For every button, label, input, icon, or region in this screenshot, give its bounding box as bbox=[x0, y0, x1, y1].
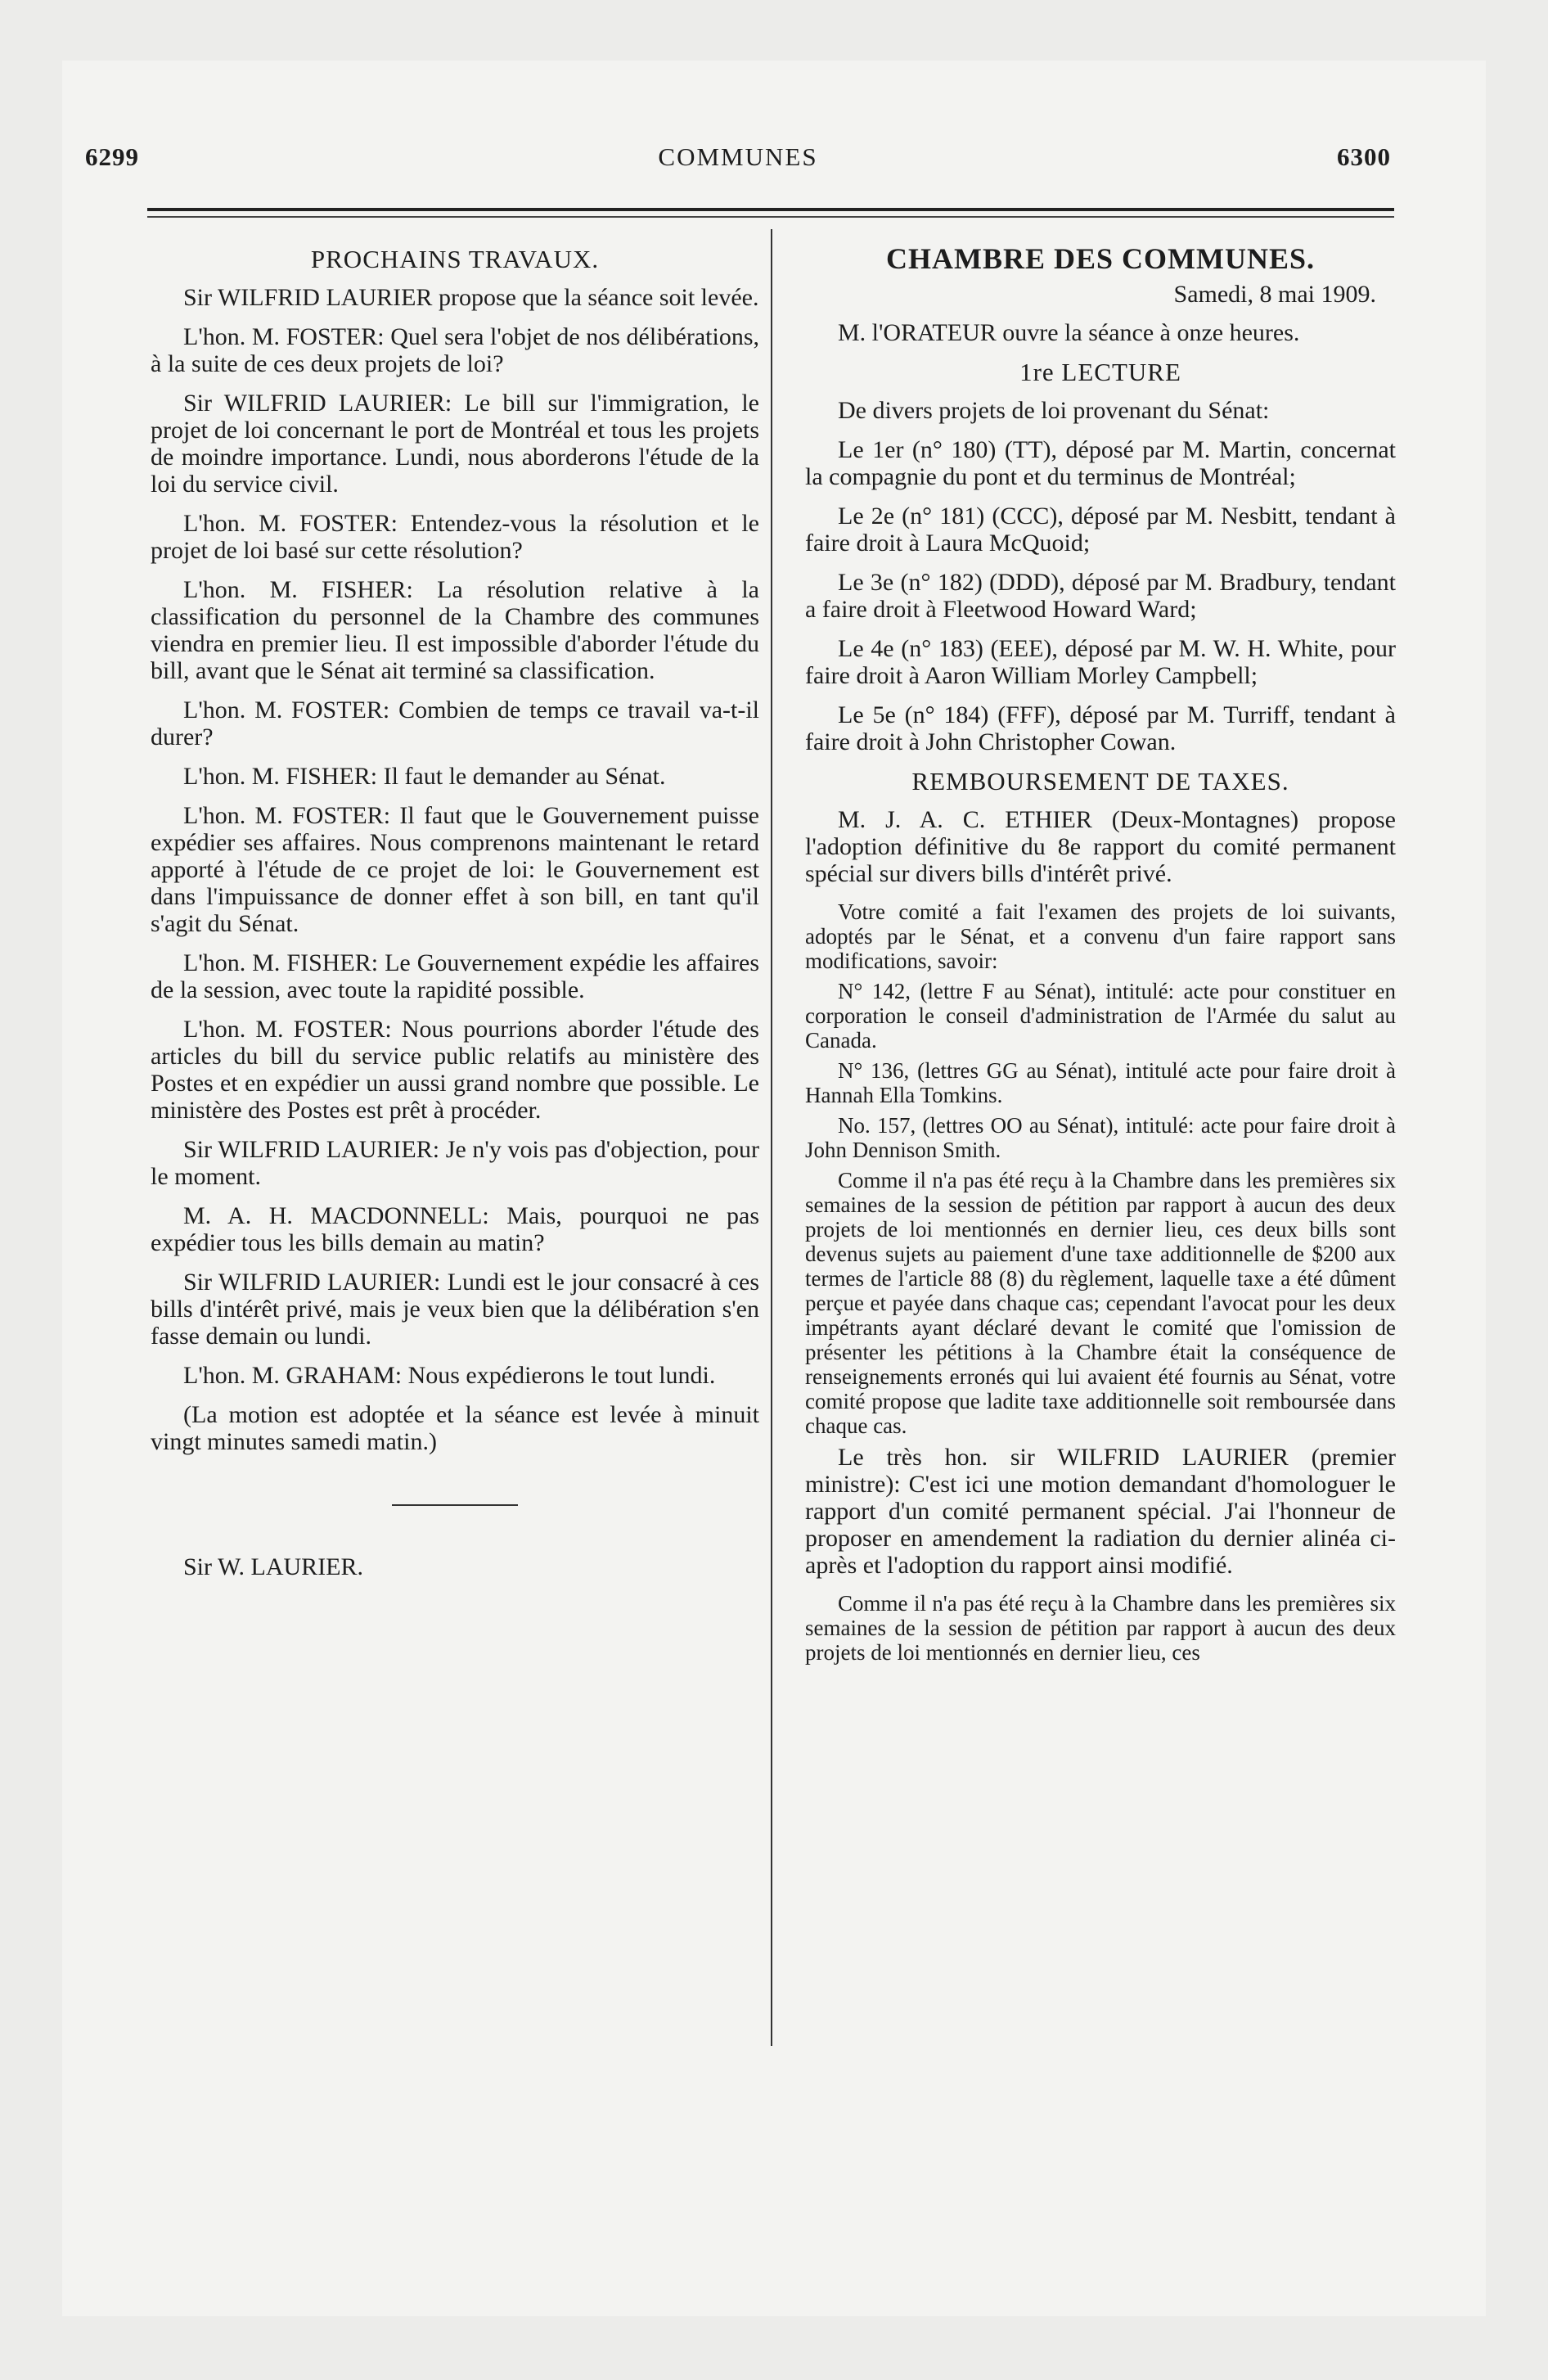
signature: Sir W. LAURIER. bbox=[183, 1553, 364, 1580]
speech-text: La résolution relative à la classification du personnel de la Chambre des communes viendra en premier lieu. Il est impossible d'aborder l'étude du bill, avant que le Sénat ait terminé sa classification. bbox=[151, 576, 759, 684]
debate-paragraph bbox=[151, 1362, 759, 1389]
column-divider bbox=[771, 229, 772, 2046]
speaker-name: Sir WILFRID LAURIER bbox=[183, 1269, 434, 1296]
laurier-amendment: Le très hon. sir WILFRID LAURIER (premier ministre): C'est ici une motion demandant d'homologuer le rapport d'un comité permanent spécial. J'ai l'honneur de proposer en amendement la radiation du dernier alinéa ci-après et l'adoption du rapport ainsi modifié. bbox=[805, 1444, 1396, 1579]
speaker-separator: : bbox=[377, 323, 391, 350]
debate-paragraph bbox=[151, 1401, 759, 1455]
debate-paragraph bbox=[151, 1202, 759, 1256]
page-number-right: 6300 bbox=[1337, 142, 1391, 171]
debate-paragraph bbox=[151, 390, 759, 498]
speech-text: Combien de temps ce travail va-t-il durer? bbox=[151, 696, 759, 751]
speaker-separator: : bbox=[394, 1362, 408, 1389]
bill-item: Le 3e (n° 182) (DDD), déposé par M. Bradbury, tendant a faire droit à Fleetwood Howard Ward; bbox=[805, 569, 1396, 623]
report-paragraph: N° 142, (lettre F au Sénat), intitulé: acte pour constituer en corporation le conseil d'administration de l'Armée du salut au Canada. bbox=[805, 979, 1396, 1053]
debate-paragraph bbox=[151, 763, 759, 790]
speaker-separator: : bbox=[371, 949, 385, 976]
speaker-name: L'hon. M. FOSTER bbox=[183, 802, 384, 829]
right-column bbox=[805, 242, 1396, 1670]
debate-paragraph bbox=[151, 1269, 759, 1350]
speaker-separator: : bbox=[406, 576, 438, 603]
speech-text: Nous expédierons le tout lundi. bbox=[407, 1362, 716, 1389]
debate-paragraph bbox=[151, 323, 759, 377]
bill-list bbox=[805, 436, 1396, 755]
speaker-name: Sir WILFRID LAURIER bbox=[183, 1136, 433, 1163]
report-paragraph: Comme il n'a pas été reçu à la Chambre dans les premières six semaines de la session de pétition par rapport à aucun des deux projets de loi mentionnés en dernier lieu, ces deux bills sont devenus sujets au paiement d'une taxe additionnelle de $200 aux termes de l'article 88 (8) du règlement, laquelle taxe a été dûment perçue et payée dans chaque cas; cependant l'avocat pour les deux impétrants ayant déclaré devant le comité que l'omission de présenter les pétitions à la Chambre était la conséquence de renseignements erronés qui lui avaient été fournis au Sénat, votre comité propose que ladite taxe additionnelle soit remboursée dans chaque cas. bbox=[805, 1168, 1396, 1438]
speech-text: (La motion est adoptée et la séance est levée à minuit vingt minutes samedi matin.) bbox=[151, 1401, 759, 1455]
debate-paragraph bbox=[151, 510, 759, 564]
debate-paragraph bbox=[151, 949, 759, 1003]
speech-text: Nous pourrions aborder l'étude des articles du bill du service public relatifs au ministère des Postes et en expédier un aussi grand nombre que possible. Le ministère des Postes est prêt à procéder. bbox=[151, 1016, 759, 1124]
chamber-title: CHAMBRE DES COMMUNES. bbox=[885, 242, 1315, 275]
speaker-name: Sir WILFRID LAURIER bbox=[183, 284, 433, 311]
speech-text: propose que la séance soit levée. bbox=[438, 284, 759, 311]
speaker-separator bbox=[432, 284, 439, 311]
section-heading-prochains-travaux: PROCHAINS TRAVAUX. bbox=[310, 245, 600, 273]
debate-paragraph bbox=[151, 1136, 759, 1190]
speech-text: Je n'y vois pas d'objection, pour le moment. bbox=[151, 1136, 759, 1190]
speaker-separator: : bbox=[382, 696, 399, 723]
section-heading-first-reading: 1re LECTURE bbox=[1019, 358, 1181, 386]
speaker-separator: : bbox=[385, 1016, 402, 1043]
committee-report bbox=[805, 899, 1396, 1438]
speech-text: Lundi est le jour consacré à ces bills d'intérêt privé, mais je veux bien que la délibération s'en fasse demain ou lundi. bbox=[151, 1269, 759, 1350]
header-rule-thick bbox=[147, 208, 1394, 211]
speaker-separator: : bbox=[390, 510, 411, 537]
report-paragraph: Votre comité a fait l'examen des projets de loi suivants, adoptés par le Sénat, et a convenu d'un faire rapport sans modifications, savoir: bbox=[805, 899, 1396, 973]
debate-paragraph bbox=[151, 802, 759, 937]
speaker-name: L'hon. M. FISHER bbox=[183, 576, 407, 603]
debate-paragraph bbox=[151, 284, 759, 311]
bill-item: Le 1er (n° 180) (TT), déposé par M. Martin, concernat la compagnie du pont et du terminus de Montréal; bbox=[805, 436, 1396, 490]
speaker-separator: : bbox=[383, 802, 400, 829]
speech-text: Il faut le demander au Sénat. bbox=[383, 763, 666, 790]
left-column bbox=[151, 246, 759, 1593]
signature-rule bbox=[392, 1504, 518, 1506]
opening-paragraph: M. l'ORATEUR ouvre la séance à onze heures. bbox=[838, 319, 1300, 346]
bill-item: Le 2e (n° 181) (CCC), déposé par M. Nesbitt, tendant à faire droit à Laura McQuoid; bbox=[805, 503, 1396, 557]
speech-text: Il faut que le Gouvernement puisse expédier ses affaires. Nous comprenons maintenant le retard apporté à l'étude de ce projet de loi: le Gouvernement est dans l'impuissance de donner effet à son bill, en tant qu'il s'agit du Sénat. bbox=[151, 802, 759, 937]
first-reading-intro: De divers projets de loi provenant du Sénat: bbox=[838, 397, 1270, 424]
section-heading-refund: REMBOURSEMENT DE TAXES. bbox=[911, 767, 1289, 796]
bill-item: Le 5e (n° 184) (FFF), déposé par M. Turriff, tendant à faire droit à John Christopher Cowan. bbox=[805, 701, 1396, 755]
speech-text: Entendez-vous la résolution et le projet de loi basé sur cette résolution? bbox=[151, 510, 759, 564]
page-number-left: 6299 bbox=[85, 142, 139, 171]
speech-text: Le Gouvernement expédie les affaires de la session, avec toute la rapidité possible. bbox=[151, 949, 760, 1003]
speaker-separator: : bbox=[370, 763, 384, 790]
report-paragraph: N° 136, (lettres GG au Sénat), intitulé acte pour faire droit à Hannah Ella Tomkins. bbox=[805, 1058, 1396, 1107]
speaker-name: L'hon. M. FOSTER bbox=[183, 323, 378, 350]
report-paragraph: No. 157, (lettres OO au Sénat), intitulé: acte pour faire droit à John Dennison Smith. bbox=[805, 1113, 1396, 1162]
debate-paragraph bbox=[151, 576, 759, 684]
page-running-title: COMMUNES bbox=[658, 142, 818, 171]
sitting-date: Samedi, 8 mai 1909. bbox=[1173, 281, 1376, 308]
speaker-name: L'hon. M. FOSTER bbox=[183, 510, 391, 537]
left-paragraphs bbox=[151, 284, 759, 1455]
speech-text: Quel sera l'objet de nos délibérations, à la suite de ces deux projets de loi? bbox=[151, 323, 759, 377]
speaker-separator: : bbox=[432, 1136, 446, 1163]
speaker-name: Sir WILFRID LAURIER bbox=[183, 390, 445, 417]
page-header bbox=[85, 142, 1391, 175]
speaker-separator: : bbox=[444, 390, 465, 417]
speaker-separator: : bbox=[434, 1269, 448, 1296]
speech-text: Mais, pourquoi ne pas expédier tous les bills demain au matin? bbox=[151, 1202, 760, 1256]
bill-item: Le 4e (n° 183) (EEE), déposé par M. W. H. White, pour faire droit à Aaron William Morley Campbell; bbox=[805, 635, 1396, 689]
closing-paragraph: Comme il n'a pas été reçu à la Chambre dans les premières six semaines de la session de pétition par rapport à aucun des deux projets de loi mentionnés en dernier lieu, ces bbox=[805, 1591, 1396, 1665]
speaker-name: L'hon. M. GRAHAM bbox=[183, 1362, 395, 1389]
speaker-name: L'hon. M. FOSTER bbox=[183, 696, 383, 723]
debate-paragraph bbox=[151, 696, 759, 751]
speaker-name: M. A. H. MACDONNELL bbox=[183, 1202, 483, 1229]
debate-paragraph bbox=[151, 1016, 759, 1124]
speaker-name: L'hon. M. FISHER bbox=[183, 949, 371, 976]
speaker-separator: : bbox=[482, 1202, 507, 1229]
speech-text: Le bill sur l'immigration, le projet de loi concernant le port de Montréal et tous les projets de moindre importance. Lundi, nous aborderons l'étude de la loi du service civil. bbox=[151, 390, 759, 498]
ethier-motion: M. J. A. C. ETHIER (Deux-Montagnes) propose l'adoption définitive du 8e rapport du comité permanent spécial sur divers bills d'intérêt privé. bbox=[805, 806, 1396, 887]
speaker-name: L'hon. M. FOSTER bbox=[183, 1016, 385, 1043]
speaker-name: L'hon. M. FISHER bbox=[183, 763, 371, 790]
header-rule-thin bbox=[147, 216, 1394, 218]
